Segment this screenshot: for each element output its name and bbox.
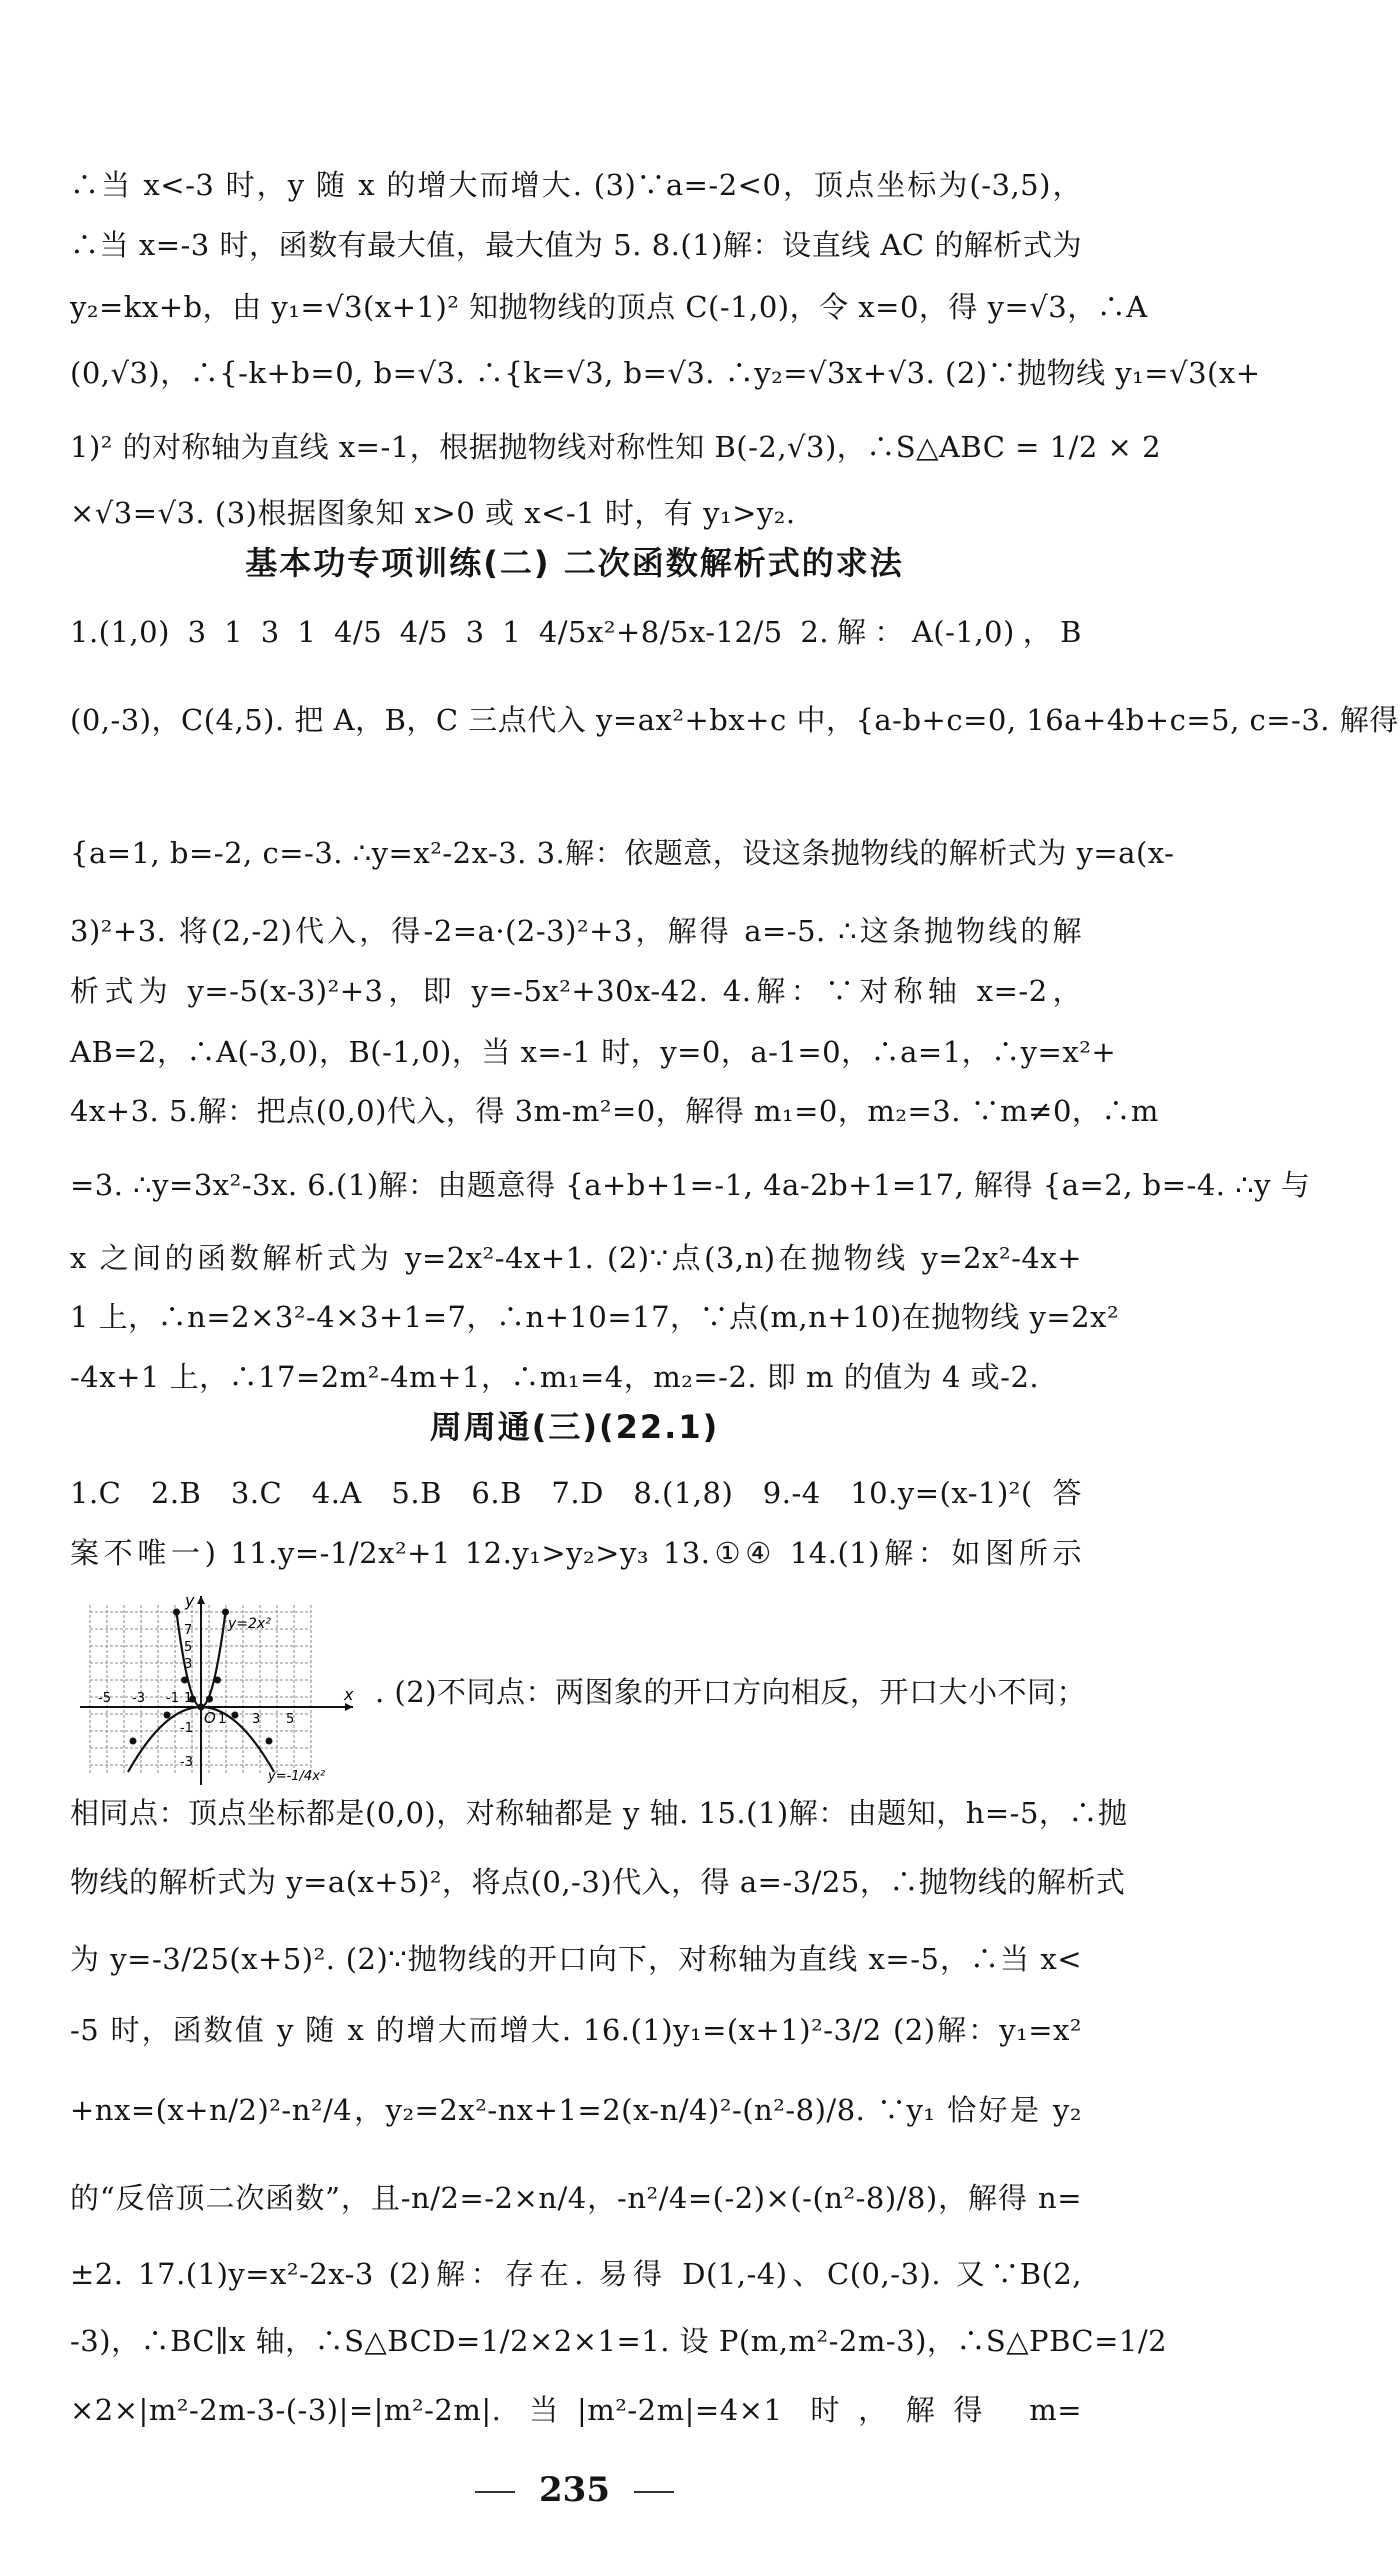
section-title: 基本功专项训练(二) 二次函数解析式的求法 xyxy=(245,544,904,582)
text-line: 相同点：顶点坐标都是(0,0)，对称轴都是 y 轴. 15.(1)解：由题知，h=-5，∴抛 xyxy=(70,1796,1128,1830)
page-number: 235 xyxy=(0,2470,1149,2510)
curve2-label: y=-1/4x² xyxy=(268,1769,326,1784)
text-line: +nx=(x+n/2)²-n²/4，y₂=2x²-nx+1=2(x-n/4)²-(n²-8)/8. ∵y₁ 恰好是 y₂ xyxy=(70,2093,1082,2127)
text-line: y₂=kx+b，由 y₁=√3(x+1)² 知抛物线的顶点 C(-1,0)，令 x=0，得 y=√3，∴A xyxy=(70,290,1148,324)
text-line: 物线的解析式为 y=a(x+5)²，将点(0,-3)代入，得 a=-3/25，∴抛物线的解析式 xyxy=(70,1865,1126,1899)
text-line: ±2. 17.(1)y=x²-2x-3 (2)解：存在. 易得 D(1,-4)、C(0,-3). 又∵B(2, xyxy=(70,2257,1082,2291)
text-line: 1)² 的对称轴为直线 x=-1，根据抛物线对称性知 B(-2,√3)，∴S△ABC = 1/2 × 2 xyxy=(70,430,1162,464)
y-tick: 3 xyxy=(184,1657,193,1672)
text-line: ∴当 x<-3 时，y 随 x 的增大而增大. (3)∵a=-2<0，顶点坐标为(-3,5)， xyxy=(70,168,1082,202)
y-axis-label: y xyxy=(185,1591,195,1610)
text-line: 的“反倍顶二次函数”，且-n/2=-2×n/4，-n²/4=(-2)×(-(n²-8)/8)，解得 n= xyxy=(70,2181,1082,2215)
text-line: ×√3=√3. (3)根据图象知 x>0 或 x<-1 时，有 y₁>y₂. xyxy=(70,496,796,530)
text-line: (0,√3)，∴{-k+b=0, b=√3. ∴{k=√3, b=√3. ∴y₂=√3x+√3. (2)∵抛物线 y₁=√3(x+ xyxy=(70,356,1261,390)
text-line: ∴当 x=-3 时，函数有最大值，最大值为 5. 8.(1)解：设直线 AC 的解析式为 xyxy=(70,228,1082,262)
text-line: -4x+1 上，∴17=2m²-4m+1，∴m₁=4，m₂=-2. 即 m 的值为 4 或-2. xyxy=(70,1360,1040,1394)
parabola-graph xyxy=(68,1590,368,1790)
text-line: 析式为 y=-5(x-3)²+3，即 y=-5x²+30x-42. 4.解：∵对称轴 x=-2， xyxy=(70,974,1082,1008)
text-line: 为 y=-3/25(x+5)². (2)∵抛物线的开口向下，对称轴为直线 x=-5，∴当 x< xyxy=(70,1942,1082,1976)
text-line: =3. ∴y=3x²-3x. 6.(1)解：由题意得 {a+b+1=-1, 4a-2b+1=17, 解得 {a=2, b=-4. ∴y 与 xyxy=(70,1168,1311,1202)
y-tick: -3 xyxy=(180,1755,193,1770)
text-line: 3)²+3. 将(2,-2)代入，得-2=a·(2-3)²+3，解得 a=-5. ∴这条抛物线的解 xyxy=(70,914,1082,948)
y-tick: 1 xyxy=(184,1691,193,1706)
x-tick: -5 xyxy=(98,1691,111,1706)
x-axis-label: x xyxy=(344,1685,354,1704)
x-tick: 3 xyxy=(252,1712,261,1727)
text-line: ×2×|m²-2m-3-(-3)|=|m²-2m|. 当|m²-2m|=4×1 时，解得 m= xyxy=(70,2393,1082,2427)
text-line: -3)，∴BC∥x 轴，∴S△BCD=1/2×2×1=1. 设 P(m,m²-2m-3)，∴S△PBC=1/2 xyxy=(70,2324,1168,2358)
text-line: 1.C 2.B 3.C 4.A 5.B 6.B 7.D 8.(1,8) 9.-4 10.y=(x-1)²(答 xyxy=(70,1476,1082,1510)
x-tick: 5 xyxy=(286,1712,295,1727)
y-tick: 7 xyxy=(184,1623,193,1638)
text-line: -5 时，函数值 y 随 x 的增大而增大. 16.(1)y₁=(x+1)²-3/2 (2)解：y₁=x² xyxy=(70,2013,1082,2047)
text-line: . (2)不同点：两图象的开口方向相反，开口大小不同； xyxy=(375,1675,1087,1709)
text-line: (0,-3)，C(4,5). 把 A，B，C 三点代入 y=ax²+bx+c 中，{a-b+c=0, 16a+4b+c=5, c=-3. 解得 xyxy=(70,703,1399,737)
text-line: {a=1, b=-2, c=-3. ∴y=x²-2x-3. 3.解：依题意，设这条抛物线的解析式为 y=a(x- xyxy=(70,836,1175,870)
x-tick: 1 xyxy=(218,1712,227,1727)
section-title: 周周通(三)(22.1) xyxy=(429,1408,720,1446)
y-tick: 5 xyxy=(184,1640,193,1655)
text-line: AB=2，∴A(-3,0)，B(-1,0)，当 x=-1 时，y=0，a-1=0，∴a=1，∴y=x²+ xyxy=(70,1035,1117,1069)
x-tick: -1 xyxy=(166,1691,179,1706)
y-tick: -1 xyxy=(180,1721,193,1736)
curve1-label: y=2x² xyxy=(228,1616,271,1632)
text-line: 案不唯一) 11.y=-1/2x²+1 12.y₁>y₂>y₃ 13.①④ 14.(1)解：如图所示 xyxy=(70,1536,1082,1570)
origin-label: O xyxy=(204,1709,216,1727)
text-line: x 之间的函数解析式为 y=2x²-4x+1. (2)∵点(3,n)在抛物线 y=2x²-4x+ xyxy=(70,1241,1082,1275)
x-tick: -3 xyxy=(132,1691,145,1706)
text-line: 4x+3. 5.解：把点(0,0)代入，得 3m-m²=0，解得 m₁=0，m₂=3. ∵m≠0，∴m xyxy=(70,1094,1159,1128)
text-line: 1.(1,0) 3 1 3 1 4/5 4/5 3 1 4/5x²+8/5x-12/5 2.解：A(-1,0)，B xyxy=(70,615,1082,649)
text-line: 1 上，∴n=2×3²-4×3+1=7，∴n+10=17，∵点(m,n+10)在抛物线 y=2x² xyxy=(70,1300,1120,1334)
